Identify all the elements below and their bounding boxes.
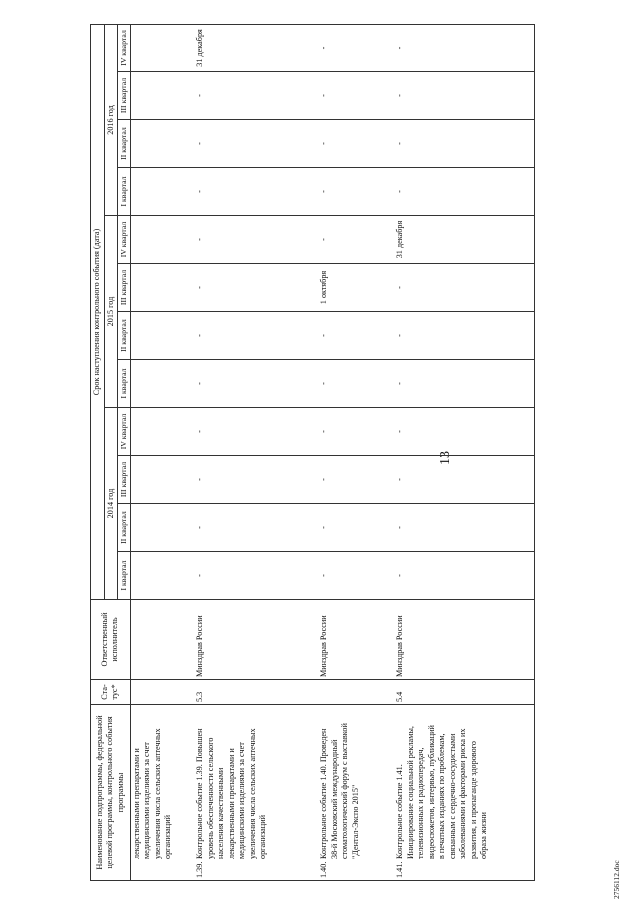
quarter-cell: - xyxy=(194,216,318,264)
quarter-cell xyxy=(130,216,194,264)
event-number: 1.40. xyxy=(319,861,329,878)
quarter-cell xyxy=(130,408,194,456)
header-year: 2015 год xyxy=(104,216,118,408)
header-quarter: III квартал xyxy=(118,264,131,312)
quarter-cell: - xyxy=(318,456,394,504)
quarter-cell: - xyxy=(394,312,534,360)
header-quarter: II квартал xyxy=(118,312,131,360)
quarter-cell: - xyxy=(394,264,534,312)
quarter-cell: - xyxy=(194,264,318,312)
quarter-cell xyxy=(130,456,194,504)
status-cell xyxy=(130,680,194,705)
quarter-cell: - xyxy=(194,456,318,504)
quarter-cell: - xyxy=(318,72,394,120)
table-body xyxy=(130,24,534,880)
header-quarter: IV квартал xyxy=(118,24,131,71)
page-number: 13 xyxy=(438,451,453,465)
status-cell: 5.4 xyxy=(394,680,534,705)
quarter-cell: - xyxy=(318,120,394,168)
quarter-cell: - xyxy=(318,168,394,216)
header-quarter: I квартал xyxy=(118,168,131,216)
quarter-cell: - xyxy=(194,360,318,408)
event-text: Контрольное событие 1.41. Инициирование социальной рекламы, телевизионных и радиопередач, видеосюжетов, интервью, публикаций в печатных изданиях по проблемам, связанным с сердечно-сосудистыми заболеваниями и факторами риска их развития, и пропаганде здорового образа жизни xyxy=(395,725,489,859)
event-number: 1.41. xyxy=(395,861,405,878)
header-year: 2016 год xyxy=(104,24,118,215)
quarter-cell xyxy=(130,264,194,312)
executor-cell: Минздрав России xyxy=(394,600,534,680)
quarter-cell xyxy=(130,552,194,600)
quarter-cell: - xyxy=(318,216,394,264)
quarter-cell: - xyxy=(194,552,318,600)
event-cell xyxy=(194,705,318,881)
quarter-cell: - xyxy=(394,168,534,216)
quarter-cell: 31 декабря xyxy=(194,24,318,71)
quarter-cell xyxy=(130,504,194,552)
header-quarter: II квартал xyxy=(118,504,131,552)
quarter-cell: - xyxy=(194,168,318,216)
header-quarter: IV квартал xyxy=(118,216,131,264)
executor-cell: Минздрав России xyxy=(194,600,318,680)
document-code: 2756112.doc xyxy=(612,860,621,899)
event-number: 1.39. xyxy=(195,861,205,878)
event-cell xyxy=(318,705,394,881)
executor-cell: Минздрав России xyxy=(318,600,394,680)
quarter-cell xyxy=(130,24,194,71)
quarter-cell: - xyxy=(318,504,394,552)
header-quarter: I квартал xyxy=(118,360,131,408)
event-cell xyxy=(130,705,194,881)
quarter-cell: - xyxy=(194,72,318,120)
header-status: Ста-тус* xyxy=(91,680,131,705)
quarter-cell xyxy=(130,168,194,216)
header-quarter: II квартал xyxy=(118,120,131,168)
header-name: Наименование подпрограммы, федеральной целевой программы, контрольного события программы xyxy=(91,705,131,881)
quarter-cell xyxy=(130,312,194,360)
quarter-cell: - xyxy=(394,360,534,408)
event-cell xyxy=(394,705,534,881)
quarter-cell: 1 октября xyxy=(318,264,394,312)
quarter-cell: - xyxy=(318,312,394,360)
header-quarter: IV квартал xyxy=(118,408,131,456)
quarter-cell: - xyxy=(394,408,534,456)
status-cell: 5.3 xyxy=(194,680,318,705)
quarter-cell xyxy=(130,360,194,408)
quarter-cell: - xyxy=(318,408,394,456)
header-quarter: III квартал xyxy=(118,72,131,120)
quarter-cell: - xyxy=(194,504,318,552)
quarter-cell: - xyxy=(394,456,534,504)
quarter-cell xyxy=(130,72,194,120)
header-quarter: I квартал xyxy=(118,552,131,600)
quarter-cell: - xyxy=(394,72,534,120)
quarter-cell: - xyxy=(194,312,318,360)
event-text: Контрольное событие 1.39. Повышен уровень обеспеченности сельского населения качественными лекарственными препаратами и медицинскими изделиями за счет увеличения числа сельских аптечных организаций xyxy=(195,728,268,859)
executor-cell xyxy=(130,600,194,680)
event-text: лекарственными препаратами и медицинскими изделиями за счет увеличения числа сельских аптечных организаций xyxy=(131,728,173,859)
quarter-cell: - xyxy=(318,552,394,600)
quarter-cell: - xyxy=(394,120,534,168)
quarter-cell: - xyxy=(318,24,394,71)
event-text: Контрольное событие 1.40. Проведен 38-й Московский международный стоматологический форум с выставкой "Дентал-Экспо 2015" xyxy=(319,723,360,859)
quarter-cell: - xyxy=(318,360,394,408)
quarter-cell xyxy=(130,120,194,168)
header-quarter: III квартал xyxy=(118,456,131,504)
quarter-cell: - xyxy=(194,120,318,168)
table-row xyxy=(130,24,194,880)
control-events-table xyxy=(90,24,535,881)
quarter-cell: - xyxy=(394,24,534,71)
table-row xyxy=(194,24,318,880)
status-cell xyxy=(318,680,394,705)
header-executor: Ответственный исполнитель xyxy=(91,600,131,680)
quarter-cell: - xyxy=(194,408,318,456)
header-term: Срок наступления контрольного события (дата) xyxy=(91,24,105,599)
header-year: 2014 год xyxy=(104,408,118,600)
table-row xyxy=(318,24,394,880)
table-row xyxy=(394,24,534,880)
quarter-cell: 31 декабря xyxy=(394,216,534,264)
quarter-cell: - xyxy=(394,552,534,600)
quarter-cell: - xyxy=(394,504,534,552)
